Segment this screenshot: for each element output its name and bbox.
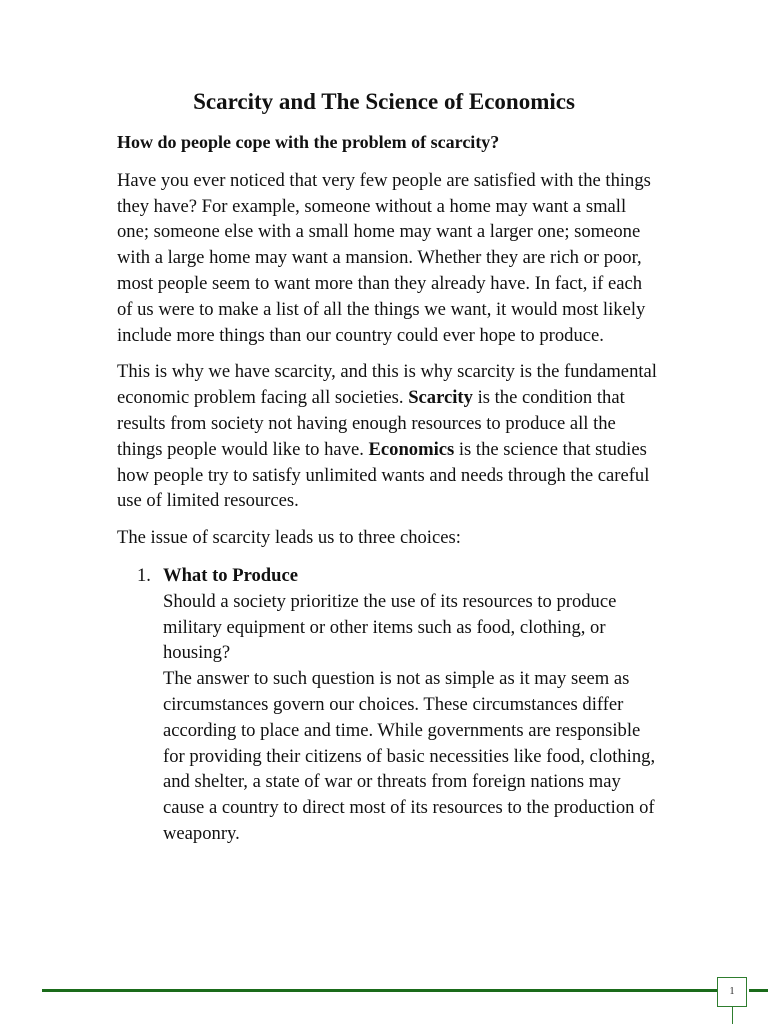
list-item [117, 563, 657, 847]
choices-list [117, 563, 657, 847]
paragraph-text: is the science that studies how people try to satisfy unlimited wants and needs through the careful use of limited resources. [117, 438, 650, 512]
paragraph-scarcity-definition [117, 359, 657, 514]
paragraph-text: This is why we have scarcity, and this is why scarcity is the fundamental economic problem facing all societies. [117, 361, 657, 409]
list-item-text: The answer to such question is not as simple as it may seem as circumstances govern our choices. These circumstances differ according to place and time. While governments are responsible for providing their citizens of basic necessities like food, clothing, and shelter, a state of war or threats from foreign nations may cause a country to direct most of its resources to the production of weaponry. [163, 668, 656, 844]
page-number-box [717, 977, 747, 1007]
paragraph-text: is the condition that results from society not having enough resources to produce all the things people would like to have. [117, 387, 625, 460]
list-item-heading: What to Produce [163, 564, 298, 586]
list-item-number: 1. [137, 564, 151, 586]
list-item-text: Should a society prioritize the use of its resources to produce military equipment or other items such as food, clothing, or housing? [163, 590, 617, 664]
term-economics: Economics [368, 438, 455, 460]
footer-rule [42, 989, 718, 992]
document-body [117, 130, 657, 847]
page-number: 1 [729, 986, 735, 997]
section-question: How do people cope with the problem of scarcity? [117, 132, 500, 152]
page-number-stem [732, 1007, 733, 1024]
document-title: Scarcity and The Science of Economics [193, 89, 575, 114]
paragraph-choices: The issue of scarcity leads us to three choices: [117, 527, 461, 549]
term-scarcity: Scarcity [408, 387, 473, 409]
footer-rule-right [749, 989, 768, 992]
paragraph-intro: Have you ever noticed that very few people are satisfied with the things they have? For example, someone without a home may want a small one; someone else with a small home may want a larger one; someone with a large home may want a mansion. Whether they are rich or poor, most people seem to want more than they already have. In fact, if each of us were to make a list of all the things we want, it would most likely include more things than our country could ever hope to produce. [117, 169, 651, 346]
